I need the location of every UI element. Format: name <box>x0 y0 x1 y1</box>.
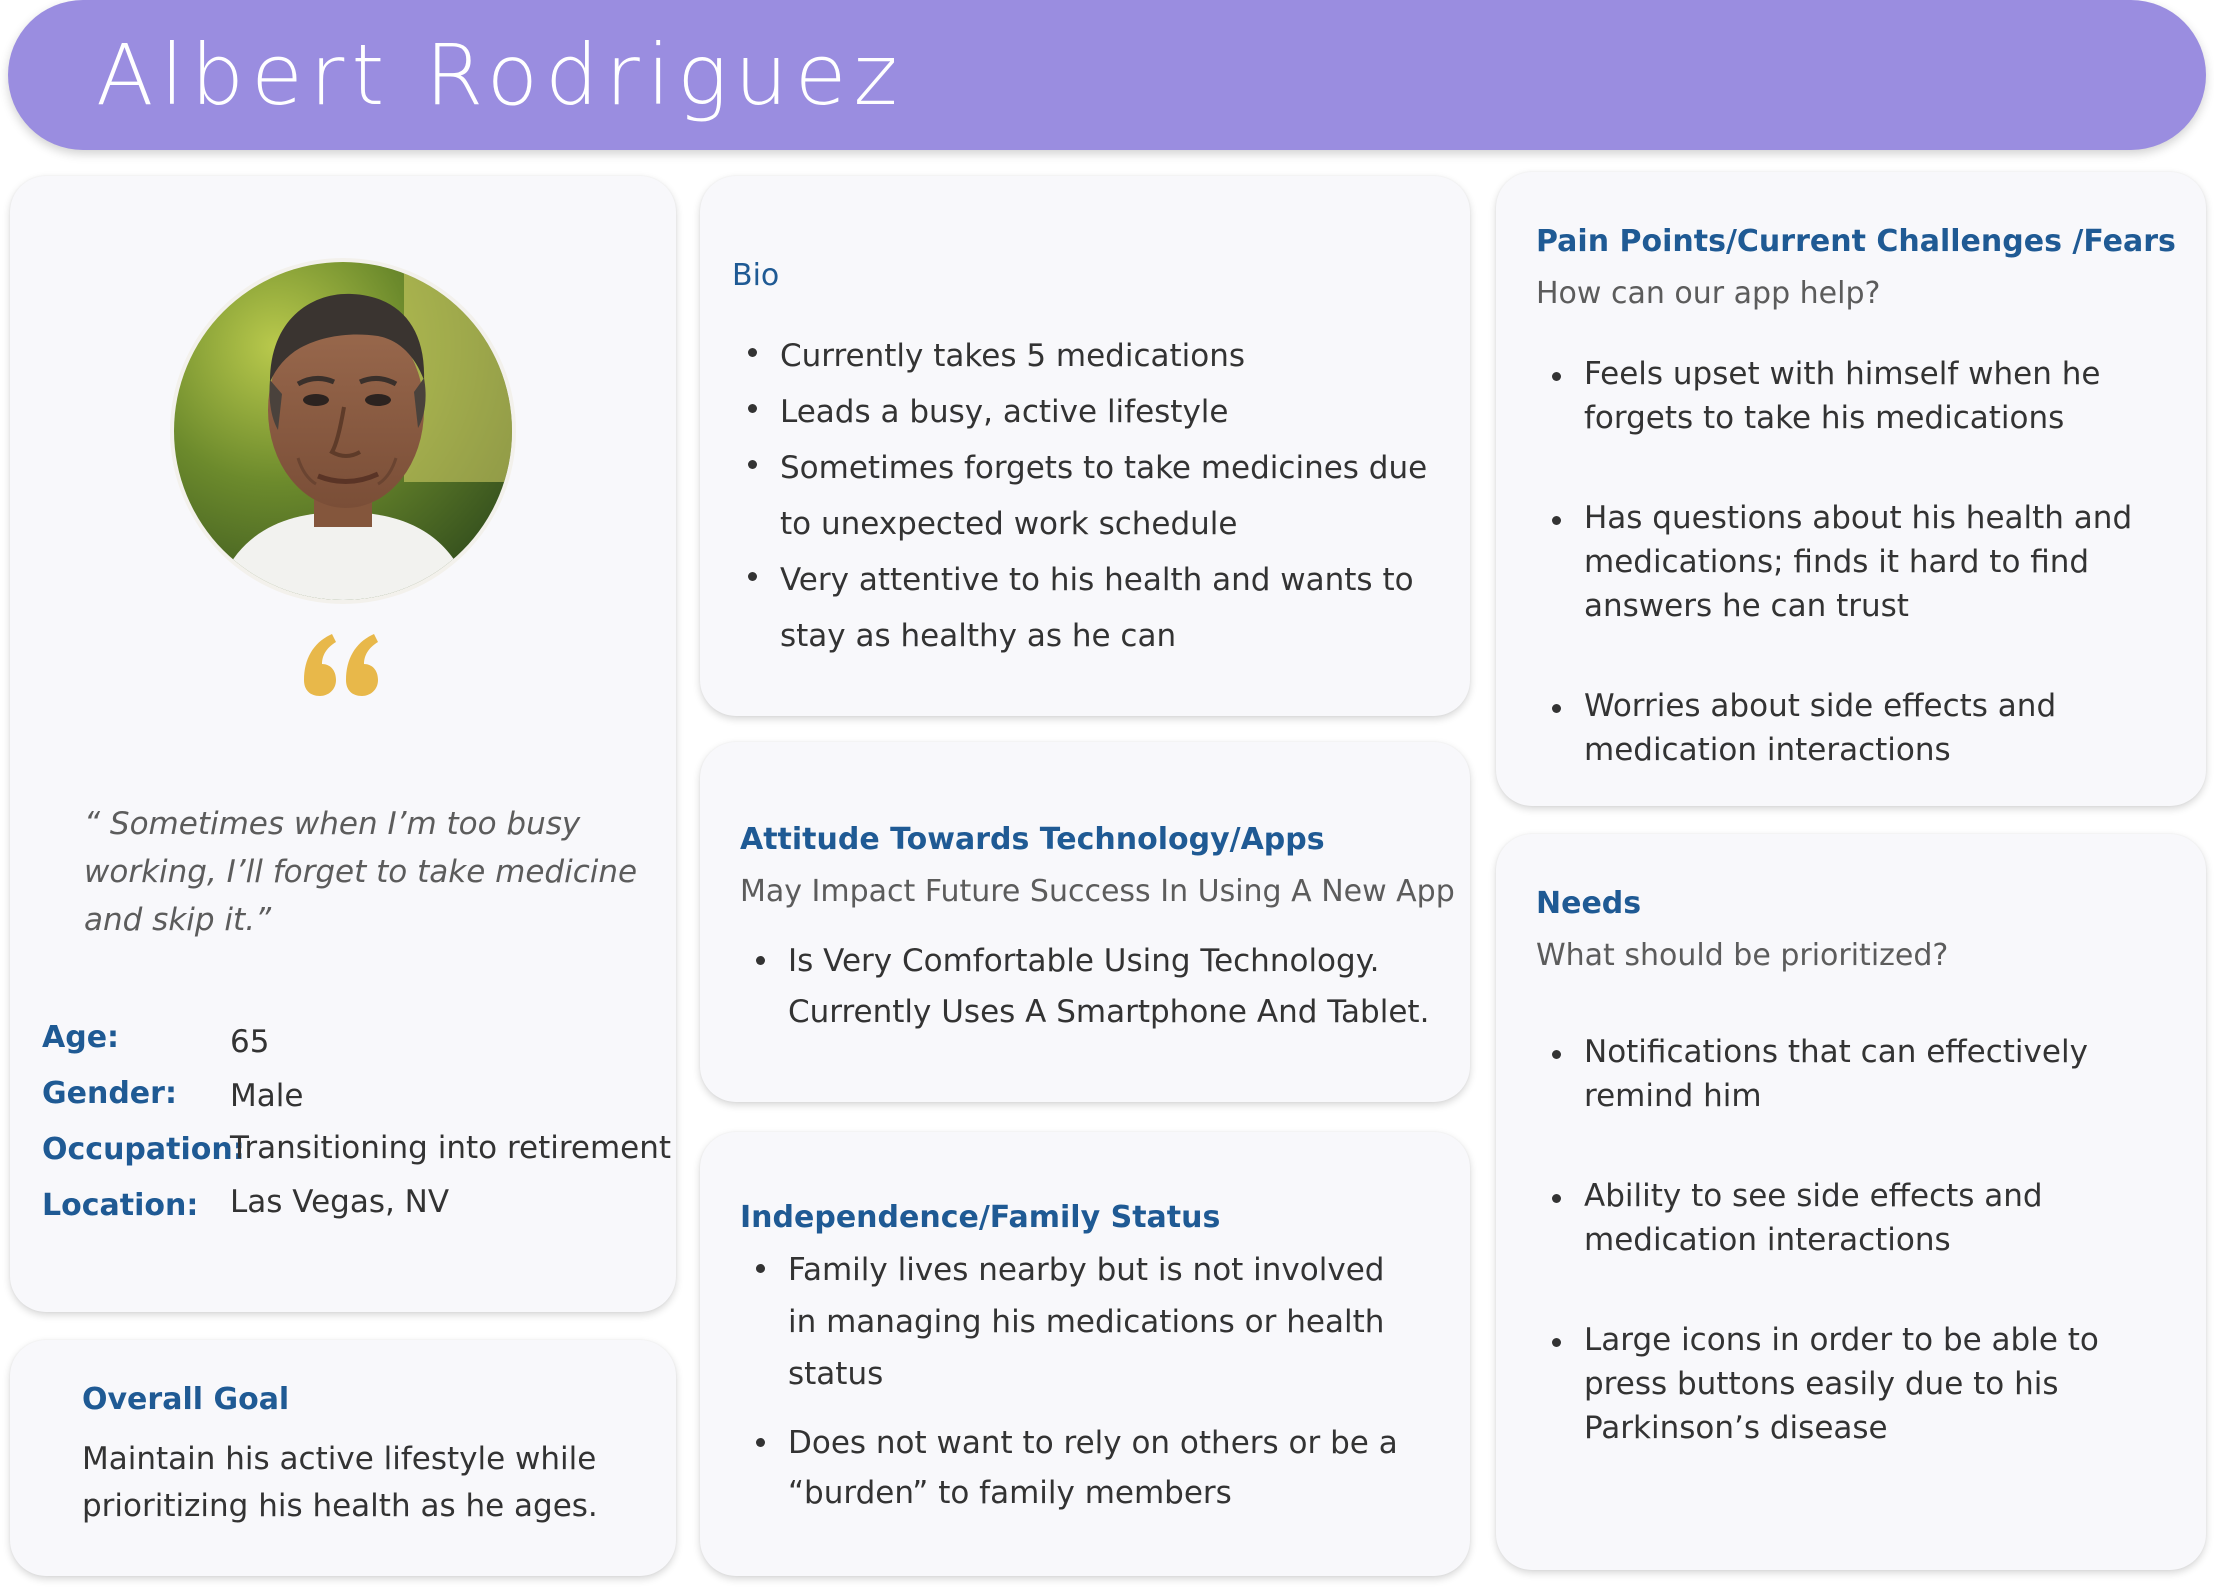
overall-goal-title: Overall Goal <box>82 1382 290 1417</box>
info-value: Male <box>230 1078 304 1114</box>
list-item: Currently takes 5 medications <box>780 328 1452 384</box>
persona-photo <box>174 262 512 600</box>
attitude-list <box>788 936 1448 1038</box>
quote-mark-icon <box>296 620 386 720</box>
attitude-title: Attitude Towards Technology/Apps <box>740 822 1325 857</box>
info-label: Age: <box>42 1020 120 1055</box>
attitude-subtitle: May Impact Future Success In Using A New App <box>740 874 1455 909</box>
list-item: Notifications that can effectively remind him <box>1584 1030 2124 1118</box>
header-bar <box>8 0 2206 150</box>
bio-title: Bio <box>732 258 780 293</box>
list-item: Sometimes forgets to take medicines due to unexpected work schedule <box>780 440 1452 552</box>
pain-points-list <box>1584 352 2144 772</box>
list-item: Does not want to rely on others or be a “burden” to family members <box>788 1418 1408 1518</box>
list-item: Is Very Comfortable Using Technology. Currently Uses A Smartphone And Tablet. <box>788 936 1448 1038</box>
list-item: Has questions about his health and medications; finds it hard to find answers he can trust <box>1584 496 2144 628</box>
pain-points-subtitle: How can our app help? <box>1536 276 1881 311</box>
needs-title: Needs <box>1536 886 1642 921</box>
info-value: Transitioning into retirement <box>230 1130 672 1166</box>
list-item: Feels upset with himself when he forgets to take his medications <box>1584 352 2144 440</box>
persona-quote: “ Sometimes when I’m too busy working, I’ll forget to take medicine and skip it.” <box>84 806 638 938</box>
list-item: Worries about side effects and medication interactions <box>1584 684 2144 772</box>
needs-subtitle: What should be prioritized? <box>1536 938 1949 973</box>
info-label: Gender: <box>42 1076 177 1111</box>
list-item: Very attentive to his health and wants to stay as healthy as he can <box>780 552 1452 664</box>
independence-title: Independence/Family Status <box>740 1200 1221 1235</box>
independence-list <box>788 1244 1408 1518</box>
needs-list <box>1584 1030 2124 1450</box>
info-label: Occupation: <box>42 1132 245 1167</box>
list-item: Family lives nearby but is not involved in managing his medications or health status <box>788 1244 1408 1400</box>
list-item: Ability to see side effects and medication interactions <box>1584 1174 2124 1262</box>
info-label: Location: <box>42 1188 199 1223</box>
attitude-card <box>700 742 1470 1102</box>
info-value: 65 <box>230 1024 270 1060</box>
bio-list <box>780 328 1452 664</box>
list-item: Leads a busy, active lifestyle <box>780 384 1452 440</box>
persona-name: Albert Rodriguez <box>96 26 905 124</box>
list-item: Large icons in order to be able to press buttons easily due to his Parkinson’s disease <box>1584 1318 2124 1450</box>
avatar <box>174 262 512 600</box>
overall-goal-text: Maintain his active lifestyle while prioritizing his health as he ages. <box>82 1441 598 1524</box>
info-value: Las Vegas, NV <box>230 1184 450 1220</box>
pain-points-title: Pain Points/Current Challenges /Fears <box>1536 224 2176 259</box>
